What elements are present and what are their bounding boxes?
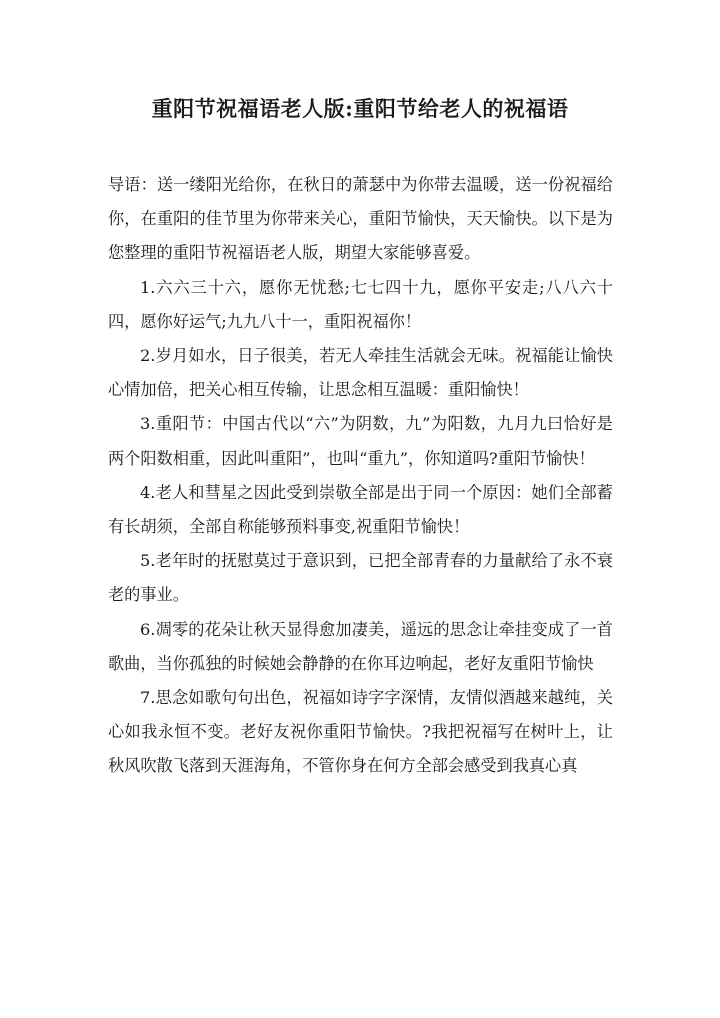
greeting-item-4: 4.老人和彗星之因此受到崇敬全部是出于同一个原因：她们全部蓄有长胡须，全部自称能够预料事变,祝重阳节愉快！ [108,482,613,537]
document-body [108,168,613,784]
greeting-item-1: 1.六六三十六，愿你无忧愁;七七四十九，愿你平安走;八八六十四，愿你好运气;九九八十一，重阳祝福你！ [108,277,613,331]
document-title: 重阳节祝福语老人版:重阳节给老人的祝福语 [151,96,569,121]
greeting-item-3: 3.重阳节：中国古代以“六”为阴数，九”为阳数，九月九曰恰好是两个阳数相重，因此叫重阳”，也叫“重九”，你知道吗?重阳节愉快！ [108,414,613,468]
greeting-item-6: 6.凋零的花朵让秋天显得愈加凄美，遥远的思念让牵挂变成了一首歌曲，当你孤独的时候她会静静的在你耳边响起，老好友重阳节愉快 [108,619,613,673]
greeting-item-5: 5.老年时的抚慰莫过于意识到，已把全部青春的力量献给了永不衰老的事业。 [108,551,613,605]
greeting-item-7: 7.思念如歌句句出色，祝福如诗字字深情，友情似酒越来越纯，关心如我永恒不变。老好友祝你重阳节愉快。?我把祝福写在树叶上，让秋风吹散飞落到天涯海角，不管你身在何方全部会感受到我真心真 [108,688,613,776]
greeting-item-2: 2.岁月如水，日子很美，若无人牵挂生活就会无味。祝福能让愉快心情加倍，把关心相互传输，让思念相互温暖：重阳愉快！ [108,346,613,400]
intro-paragraph: 导语：送一缕阳光给你，在秋日的萧瑟中为你带去温暖，送一份祝福给你，在重阳的佳节里为你带来关心，重阳节愉快，天天愉快。以下是为您整理的重阳节祝福语老人版，期望大家能够喜爱。 [108,175,613,263]
